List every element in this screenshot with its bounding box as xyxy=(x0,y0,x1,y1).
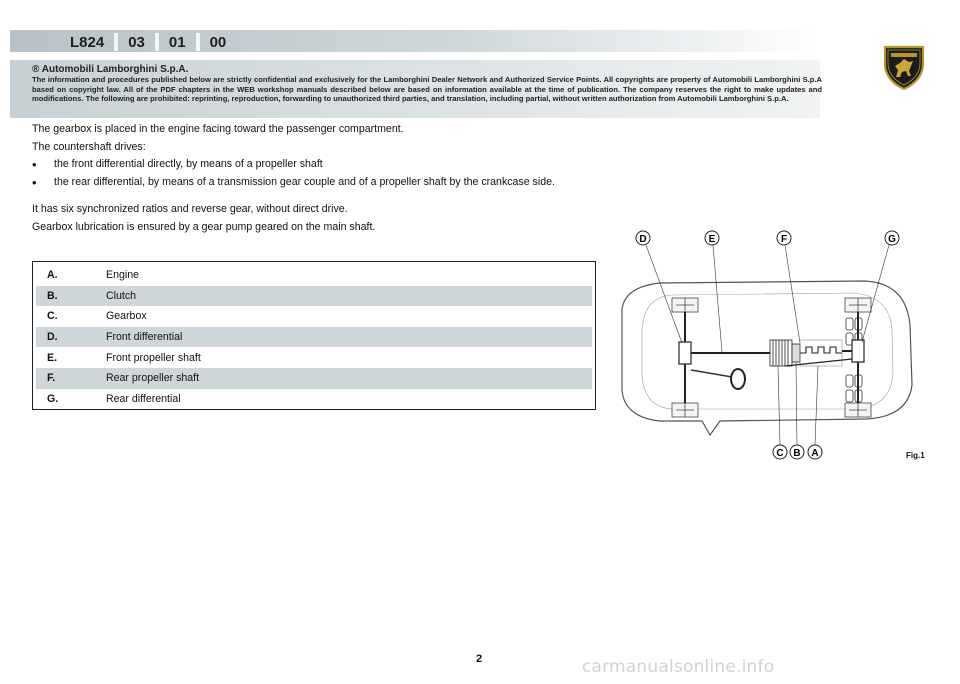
code-subgroup: 01 xyxy=(168,33,186,51)
legend-key: A. xyxy=(47,269,58,282)
legend-value: Front differential xyxy=(106,331,183,344)
callout-g xyxy=(885,231,899,245)
callout-label-f: F xyxy=(780,234,788,245)
legend-key: B. xyxy=(47,289,58,302)
paragraph: Gearbox lubrication is ensured by a gear pump geared on the main shaft. xyxy=(32,220,376,233)
page-number: 2 xyxy=(476,653,483,665)
legend-key: G. xyxy=(47,392,59,405)
code-model: L824 xyxy=(70,33,105,51)
figure-caption: Fig.1 xyxy=(906,451,925,460)
legend-row xyxy=(36,389,592,410)
legend-key: C. xyxy=(47,310,58,323)
front-right-wheel xyxy=(672,403,698,417)
legend-row xyxy=(36,286,592,307)
bullet-text: the front differential directly, by means of a propeller shaft xyxy=(54,158,323,170)
drivetrain-diagram xyxy=(610,225,940,465)
callout-a xyxy=(808,445,822,459)
bullet-list xyxy=(32,158,612,189)
front-left-wheel xyxy=(672,298,698,312)
legend-value: Engine xyxy=(106,269,139,282)
code-separator xyxy=(196,33,200,51)
legend-value: Gearbox xyxy=(106,310,147,323)
front-differential xyxy=(679,342,691,364)
callout-b xyxy=(790,445,804,459)
legend-value: Rear differential xyxy=(106,392,181,405)
copyright-title: ® Automobili Lamborghini S.p.A. xyxy=(32,64,189,75)
callout-f xyxy=(777,231,791,245)
legend-row xyxy=(36,347,592,368)
legend-row xyxy=(36,306,592,327)
callout-label-c: C xyxy=(776,448,784,459)
legend-value: Front propeller shaft xyxy=(106,351,201,364)
copyright-text: The information and procedures published below are strictly confidential and exclusively for the Lamborghini Dealer Network and Authorized Service Points. All copyrights are property of Automobili Lamborghini S.p.A based on copyright law. All of the PDF chapters in the WEB workshop manuals described below are based on information available at the time of publication. The company reserves the right to make updates and modifications. The following are prohibited: reprinting, reproduction, forwarding to unauthorized third parties, and translation, including partial, without written authorization from Automobili Lamborghini S.p.A. xyxy=(32,75,822,104)
legend-row xyxy=(36,368,592,389)
callout-label-a: A xyxy=(811,448,819,459)
bullet-item xyxy=(32,176,612,190)
callout-label-e: E xyxy=(708,234,716,245)
legend-key: E. xyxy=(47,351,58,364)
callout-e xyxy=(705,231,719,245)
code-revision: 00 xyxy=(209,33,227,51)
code-separator xyxy=(155,33,159,51)
code-separator xyxy=(114,33,118,51)
gearbox xyxy=(770,340,792,366)
clutch xyxy=(792,344,800,362)
description-text xyxy=(32,123,612,238)
legend-row xyxy=(36,265,592,286)
legend-value: Rear propeller shaft xyxy=(106,372,200,385)
callout-label-b: B xyxy=(793,448,801,459)
rear-right-wheel xyxy=(845,403,871,417)
engine xyxy=(800,347,842,353)
document-code xyxy=(70,32,226,52)
paragraph: It has six synchronized ratios and reverse gear, without direct drive. xyxy=(32,203,348,215)
bullet-item xyxy=(32,158,612,172)
bullet-icon: • xyxy=(32,157,37,172)
legend-key: D. xyxy=(47,331,58,344)
callout-d xyxy=(636,231,650,245)
rear-left-wheel xyxy=(845,298,871,312)
code-group: 03 xyxy=(128,33,145,51)
paragraph: The countershaft drives: xyxy=(32,140,146,153)
watermark-text: carmanualsonline.info xyxy=(582,657,775,677)
rear-differential xyxy=(852,340,864,362)
legend-value: Clutch xyxy=(106,289,137,302)
callout-c xyxy=(773,445,787,459)
bullet-icon: • xyxy=(32,174,37,190)
lamborghini-shield-logo-icon xyxy=(882,44,926,90)
legend-row xyxy=(36,327,592,348)
callout-label-g: G xyxy=(888,234,896,245)
legend-table xyxy=(32,261,596,410)
legend-key: F. xyxy=(47,372,56,385)
callout-label-d: D xyxy=(639,234,647,245)
steering-column xyxy=(691,370,732,377)
paragraph: The gearbox is placed in the engine facing toward the passenger compartment. xyxy=(32,123,404,135)
bullet-text: the rear differential, by means of a transmission gear couple and of a propeller shaft by the crankcase side. xyxy=(54,175,555,188)
steering-wheel-icon xyxy=(731,369,745,389)
